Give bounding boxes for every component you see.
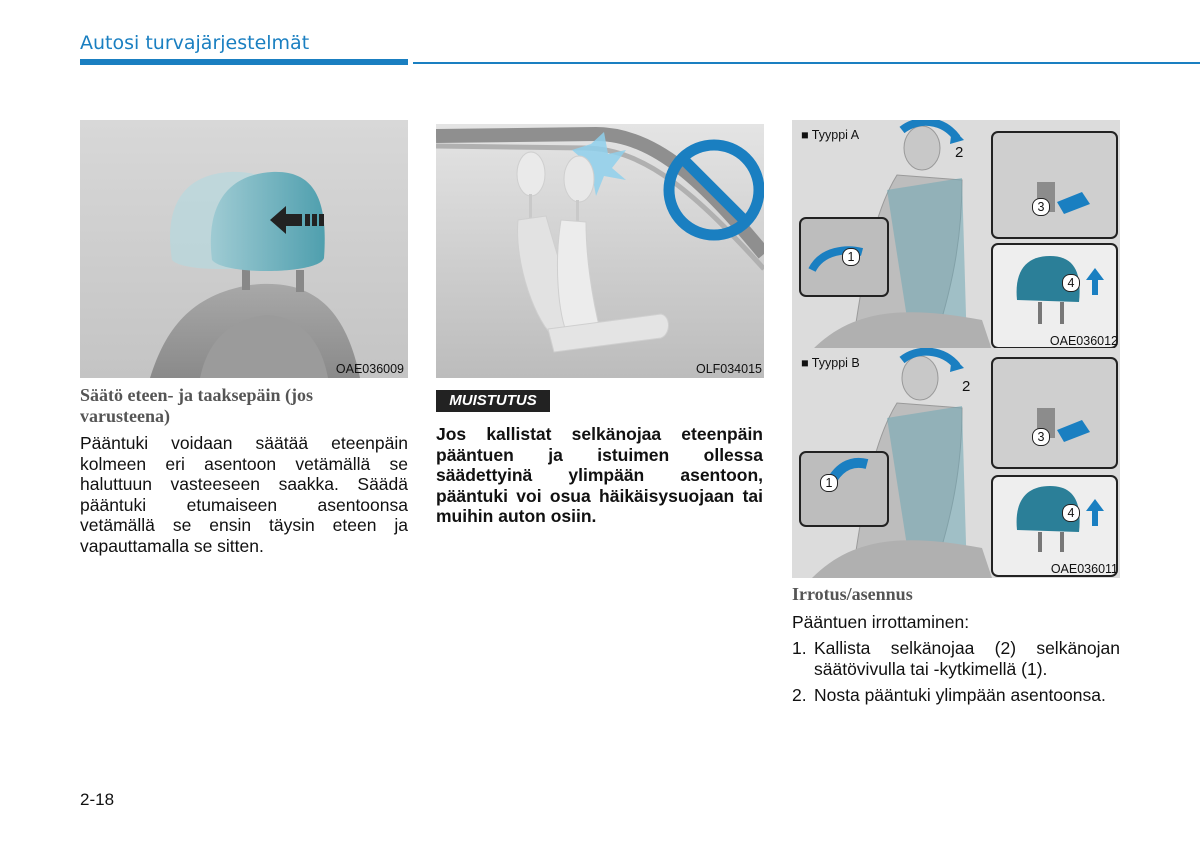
- section-title: Autosi turvajärjestelmät: [80, 32, 310, 54]
- figure-code: OAE036009: [335, 362, 404, 376]
- callout-1: 1: [820, 474, 838, 492]
- step-number: 1.: [792, 638, 807, 658]
- callout-2: 2: [955, 144, 964, 161]
- type-a-label: ■ Tyyppi A: [801, 128, 860, 142]
- note-text: Jos kallistat selkänojaa eteenpäin pääntuen ja istuimen ollessa säädettyinä ylimpään asentoon, pääntuki voi osua häikäisysuojaan tai muihin auton osiin.: [436, 424, 763, 526]
- list-item: [792, 685, 1120, 706]
- callout-1: 1: [842, 248, 860, 266]
- step-text: Kallista selkänojaa (2) selkänojan säätövivulla tai -kytkimellä (1).: [814, 638, 1120, 679]
- callout-4: 4: [1062, 504, 1080, 522]
- headrest-removal-type-b: [792, 348, 1120, 578]
- headrest-removal-type-a: [792, 120, 1120, 350]
- list-item: [792, 638, 1120, 679]
- body-paragraph: Pääntuki voidaan säätää eteenpäin kolmeen eri asentoon vetämällä se haluttuun vasteeseen saakka. Säädä pääntuki etumaiseen asentoonsa vetämällä se ensin täysin eteen ja vapauttamalla se sitten.: [80, 433, 408, 556]
- callout-2: 2: [962, 378, 971, 395]
- header-rule-thick: [80, 59, 408, 65]
- page-number: 2-18: [80, 790, 115, 809]
- figure-code: OAE036011: [1050, 562, 1118, 576]
- subsection-heading: Irrotus/asennus: [792, 584, 913, 604]
- figure-code: OLF034015: [695, 362, 762, 376]
- callout-3: 3: [1032, 198, 1050, 216]
- subsection-heading: Säätö eteen- ja taaksepäin (jos varusteena): [80, 385, 313, 426]
- headrest-forward-illustration: [80, 120, 408, 378]
- steps-list: [792, 638, 1120, 712]
- headrest-collision-illustration: [436, 124, 764, 378]
- step-number: 2.: [792, 685, 807, 705]
- type-b-label: ■ Tyyppi B: [801, 356, 860, 370]
- intro-text: Pääntuen irrottaminen:: [792, 612, 970, 632]
- note-badge: MUISTUTUS: [436, 390, 550, 412]
- callout-3: 3: [1032, 428, 1050, 446]
- step-text: Nosta pääntuki ylimpään asentoonsa.: [814, 685, 1106, 705]
- header-rule-thin: [413, 62, 1200, 64]
- figure-code: OAE036012: [1049, 334, 1118, 348]
- callout-4: 4: [1062, 274, 1080, 292]
